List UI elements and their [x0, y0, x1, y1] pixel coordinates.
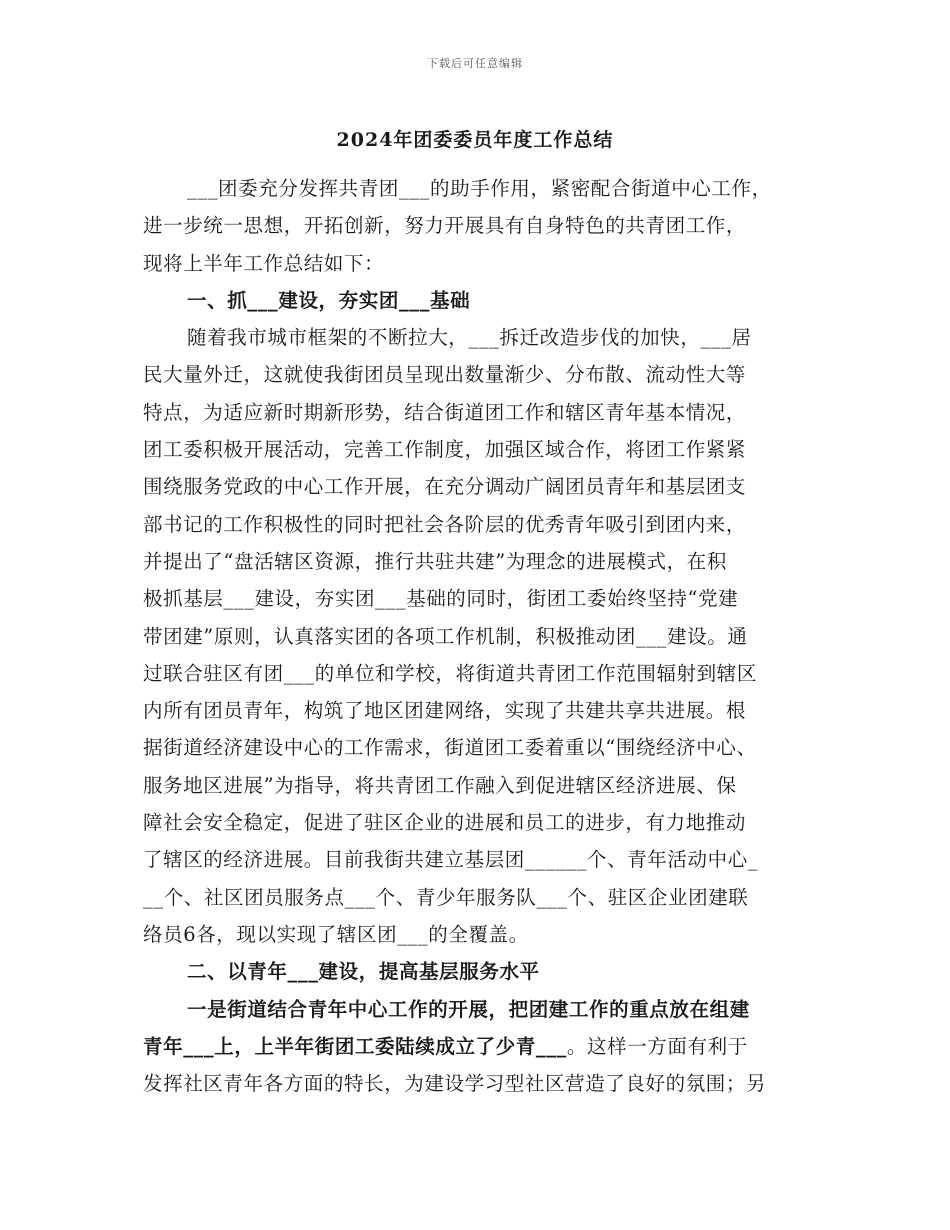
paragraph-line — [143, 1028, 823, 1065]
paragraph-line: 过联合驻区有团___的单位和学校，将街道共青团工作范围辐射到辖区 — [143, 661, 757, 685]
download-note: 下载后可任意编辑 — [427, 57, 523, 70]
paragraph-line: 并提出了“盘活辖区资源，推行共驻共建”为理念的进展模式，在积 — [143, 549, 727, 573]
paragraph-line: 络员6各，现以实现了辖区团___的全覆盖。 — [143, 922, 529, 946]
paragraph-line: 随着我市城市框架的不断拉大，___拆迁改造步伐的加快，___居 — [187, 326, 752, 350]
paragraph-line: 发挥社区青年各方面的特长，为建设学习型社区营造了良好的氛围；另 — [143, 1072, 767, 1096]
paragraph-line: 特点，为适应新时期新形势，结合街道团工作和辖区青年基本情况， — [143, 400, 747, 424]
paragraph-line: 服务地区进展”为指导，将共青团工作融入到促进辖区经济进展、保 — [143, 773, 737, 797]
paragraph-line: 带团建”原则，认真落实团的各项工作机制，积极推动团___建设。通 — [143, 624, 748, 648]
paragraph-line: 障社会安全稳定，促进了驻区企业的进展和员工的进步，有力地推动 — [143, 811, 747, 835]
paragraph-line: 进一步统一思想，开拓创新，努力开展具有自身特色的共青团工作， — [143, 214, 747, 238]
paragraph-line: 了辖区的经济进展。目前我街共建立基层团______个、青年活动中心_ — [143, 848, 759, 872]
paragraph-line: 民大量外迁，这就使我街团员呈现出数量渐少、分布散、流动性大等 — [143, 363, 747, 387]
section-heading: 一、抓___建设，夯实团___基础 — [187, 288, 471, 312]
paragraph-line: ___团委充分发挥共青团___的助手作用，紧密配合街道中心工作， — [187, 177, 772, 200]
document-title: 2024年团委委员年度工作总结 — [336, 129, 614, 151]
paragraph-line: 现将上半年工作总结如下： — [143, 251, 385, 275]
paragraph-line: __个、社区团员服务点___个、青少年服务队___个、驻区企业团建联 — [143, 885, 749, 909]
paragraph-line: 一是街道结合青年中心工作的开展，把团建工作的重点放在组建 — [187, 997, 750, 1021]
paragraph-line: 据街道经济建设中心的工作需求，街道团工委着重以“围绕经济中心、 — [143, 736, 757, 760]
bold-lead-text: 青年___上，上半年街团工委陆续成立了少青___ — [143, 1034, 567, 1058]
paragraph-line: 围绕服务党政的中心工作开展，在充分调动广阔团员青年和基层团支 — [143, 475, 747, 499]
paragraph-text: 。这样一方面有利于 — [566, 1034, 748, 1058]
paragraph-line: 极抓基层___建设，夯实团___基础的同时，街团工委始终坚持“党建 — [143, 587, 739, 611]
paragraph-line: 团工委积极开展活动，完善工作制度，加强区域合作，将团工作紧紧 — [143, 438, 747, 462]
section-heading: 二、以青年___建设，提高基层服务水平 — [187, 960, 540, 984]
document-body — [143, 170, 823, 1102]
paragraph-line: 部书记的工作积极性的同时把社会各阶层的优秀青年吸引到团内来， — [143, 512, 747, 536]
paragraph-line: 内所有团员青年，构筑了地区团建网络，实现了共建共享共进展。根 — [143, 699, 747, 723]
